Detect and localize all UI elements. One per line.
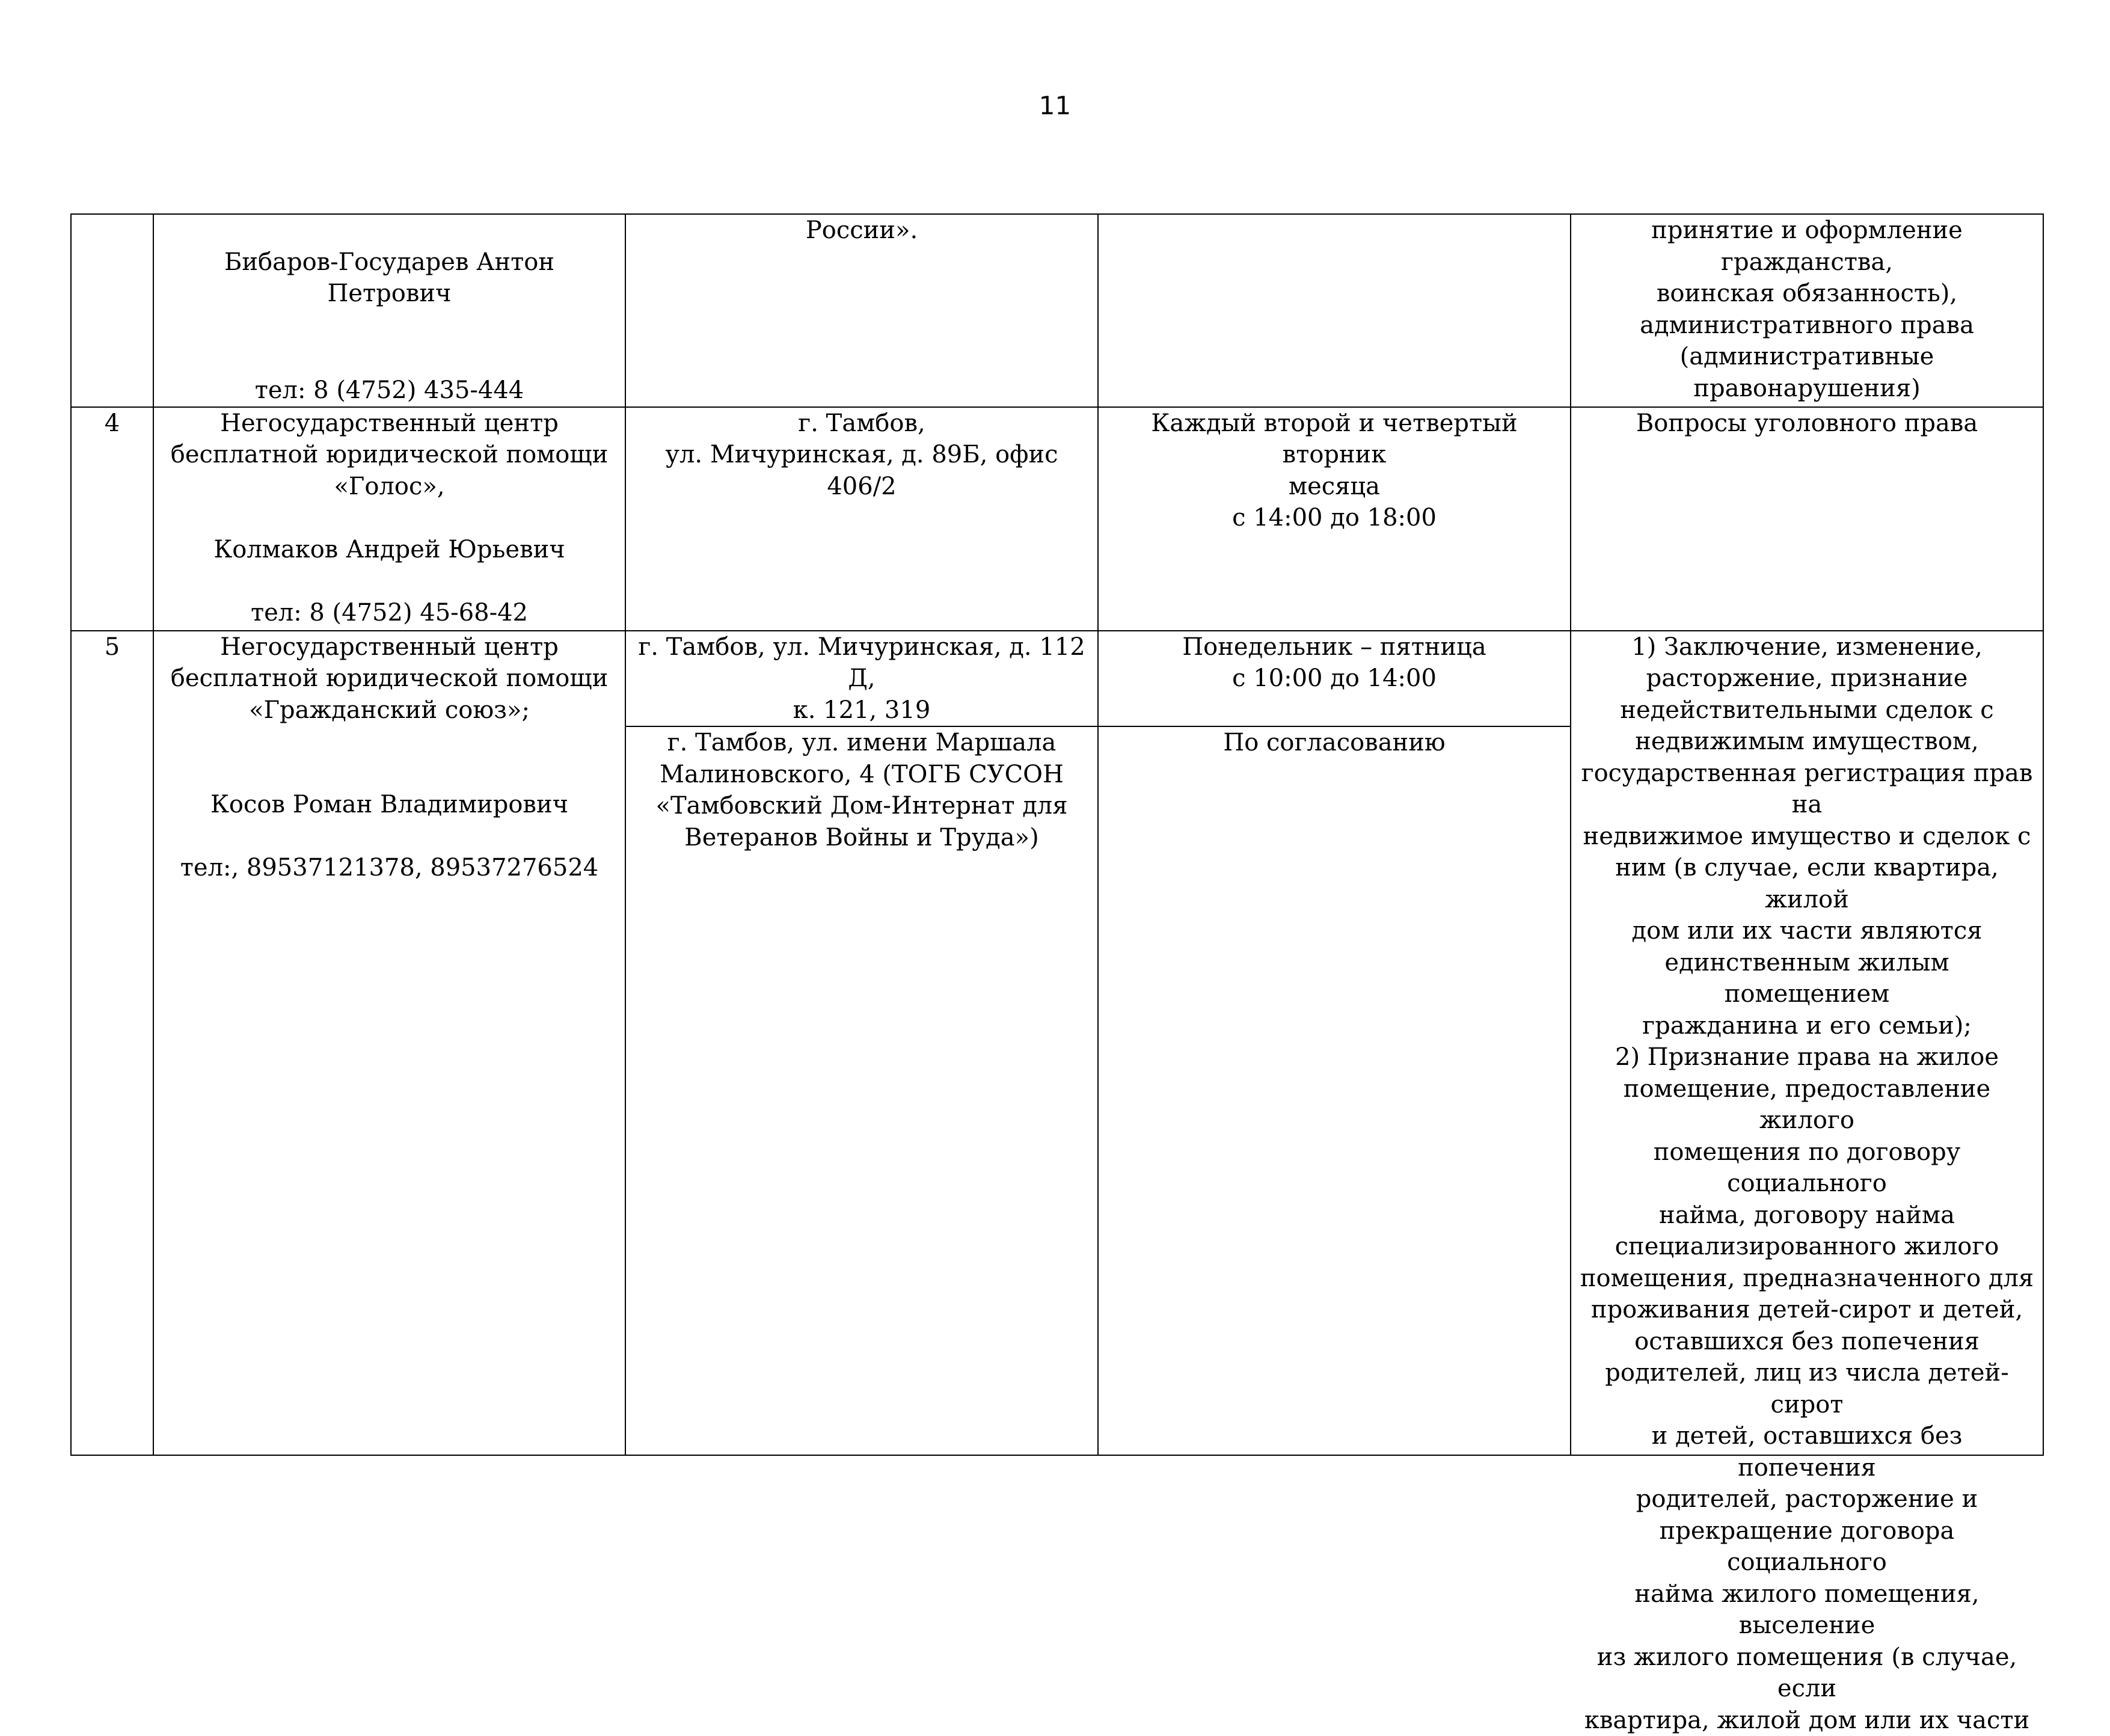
schedule-cell: Понедельник – пятница с 10:00 до 14:00 [1098,631,1571,727]
issues-cell: 1) Заключение, изменение, расторжение, признание недействительными сделок с недвижимым имуществом, государственная регистрация прав на недвижимое имущество и сделок с ним (в случае, если квартира, жилой дом или их части являются единственным жилым помещением гражданина и его семьи); 2) Признание права на жилое помещение, предоставление жилого помещения по договору социального найма, договору найма специализированного жилого помещения, предназначенного для проживания детей-сирот и детей, оставшихся без попечения родителей, лиц из числа детей-сирот и детей, оставшихся без попечения родителей, расторжение и прекращение договора социального найма жилого помещения, выселение из жилого помещения (в случае, если квартира, жилой дом или их части [1571,631,2043,1456]
table-row [71,407,2043,631]
schedule-cell: По согласованию [1098,726,1571,1455]
issues-cell: Вопросы уголовного права [1571,407,2043,631]
address-cell: г. Тамбов, ул. Мичуринская, д. 89Б, офис 406/2 [625,407,1098,631]
organization-cell: Негосударственный центр бесплатной юридической помощи «Гражданский союз»; Косов Роман Владимирович тел:, 89537121378, 89537276524 [153,631,625,1456]
address-cell: России». [625,214,1098,407]
contact-person: Колмаков Андрей Юрьевич [213,535,565,563]
legal-aid-table [70,213,2044,1734]
table-row [71,631,2043,727]
schedule-cell [1098,214,1571,407]
address-cell: г. Тамбов, ул. имени Маршала Малиновского, 4 (ТОГБ СУСОН «Тамбовский Дом-Интернат для Ветеранов Войны и Труда») [625,726,1098,1455]
organization-cell: Негосударственный центр бесплатной юридической помощи «Голос», Колмаков Андрей Юрьевич тел: 8 (4752) 45-68-42 [153,407,625,631]
row-number-cell: 4 [71,407,153,631]
organization-cell [153,214,625,407]
phone-number: тел: 8 (4752) 435-444 [254,376,524,404]
page-number: 11 [1038,91,1072,120]
issues-cell: принятие и оформление гражданства, воинская обязанность), административного права (административные правонарушения) [1571,214,2043,407]
contact-person: Бибаров-Государев Антон Петрович [224,248,555,307]
table-row [71,214,2043,407]
contact-person: Косов Роман Владимирович [210,791,569,818]
phone-number: тел: 8 (4752) 45-68-42 [250,598,528,627]
phone-number: тел:, 89537121378, 89537276524 [180,854,599,882]
address-cell: г. Тамбов, ул. Мичуринская, д. 112 Д, к. 121, 319 [625,631,1098,727]
row-number-cell: 5 [71,631,153,1456]
row-number-cell [71,214,153,407]
schedule-cell: Каждый второй и четвертый вторник месяца с 14:00 до 18:00 [1098,407,1571,631]
